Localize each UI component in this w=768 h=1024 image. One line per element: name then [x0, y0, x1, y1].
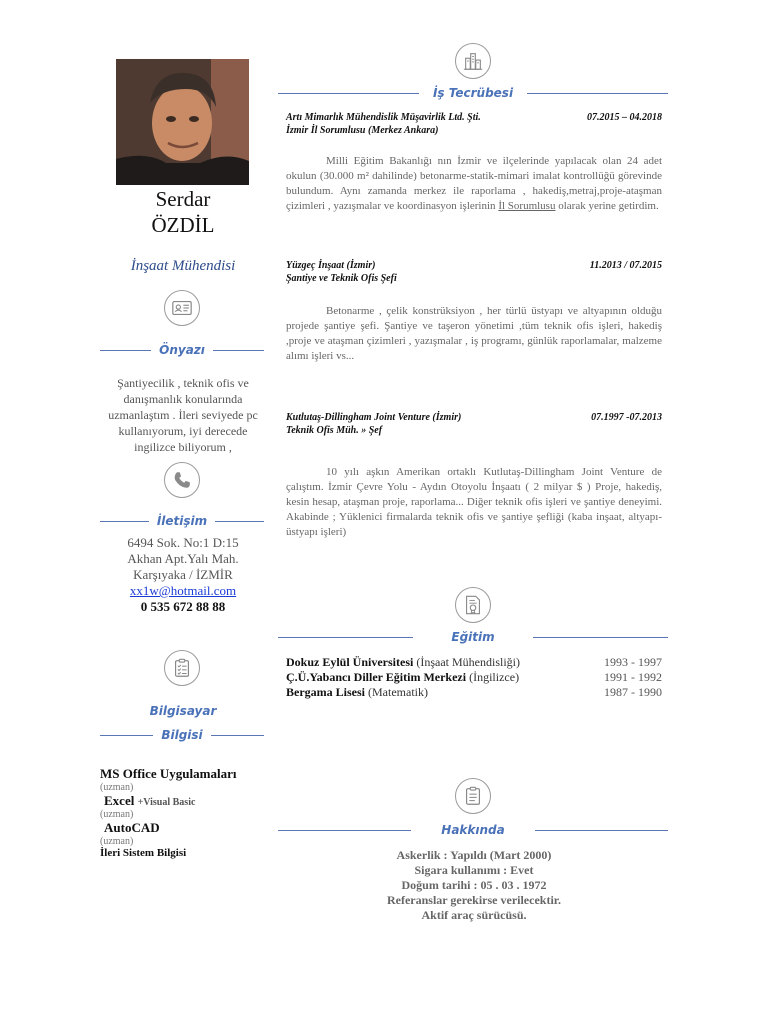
job-3-role: Teknik Ofis Müh. » Şef: [286, 425, 383, 436]
summary-text: Şantiyecilik , teknik ofis ve danışmanlık konularında uzmanlaştım . İleri seviyede pc kullanıyorum, iyi derecede ingilizce biliyorum ,: [108, 376, 258, 454]
education-heading: [278, 630, 668, 644]
about-military: Askerlik : Yapıldı (Mart 2000): [396, 848, 552, 862]
school-years: 1993 - 1997: [604, 655, 662, 669]
about-label: Hakkında: [441, 823, 505, 837]
skill-level: (uzman): [100, 782, 134, 793]
contact-block: [100, 535, 266, 615]
computer-label-1: Bilgisayar: [149, 704, 217, 718]
skill-level: (uzman): [100, 836, 134, 847]
about-block: [286, 848, 662, 923]
divider: [213, 350, 264, 351]
phone-number: 0 535 672 88 88: [140, 599, 226, 614]
education-list: [286, 655, 662, 700]
summary-label: Önyazı: [159, 343, 205, 357]
job-3-description: 10 yılı aşkın Amerikan ortaklı Kutlutaş-Dillingham Joint Venture de çalıştım. İzmir Çevre Yolu - Aydın Otoyolu İnşaatı ( 2 milyar $ ) Proje, hakediş, kesin hesap, ataşman proje, raporlama... Diğer teknik ofis işleri ve şantiye deneyimi. Akabinde ; Yüklenici firmalarda teknik ofis ve şantiye şefliği (kaba inşaat, altyapı-üstyapı işleri): [286, 466, 662, 538]
computer-heading-line1: [100, 702, 266, 720]
address-line-2: Akhan Apt.Yalı Mah.: [127, 551, 239, 566]
contact-label: İletişim: [156, 514, 208, 528]
job-1-dates: 07.2015 – 04.2018: [587, 112, 662, 123]
address-line-1: 6494 Sok. No:1 D:15: [127, 535, 239, 550]
job-1-desc-end: olarak yerine getirdim.: [558, 200, 659, 212]
divider: [278, 637, 413, 638]
job-1-desc-text: Milli Eğitim Bakanlığı nın İzmir ve ilçelerinde yapılacak olan 24 adet okulun (30.000 m² dahilinde) betonarme-statik-mimari imalat kontrollüğü görevinde bulundum. Aynı zamanda merkez ile raporlama , hakediş,metraj,proje-ataşman çizimleri , yazışmalar ve koordinasyon işlerinin: [286, 155, 662, 212]
job-1-description: [286, 154, 662, 214]
clipboard-icon: [164, 650, 200, 686]
divider: [278, 830, 411, 831]
experience-label: İş Tecrübesi: [432, 86, 514, 100]
job-title: İnşaat Mühendisi: [130, 258, 236, 274]
school-detail: (İnşaat Mühendisliği): [416, 655, 520, 669]
job-3-dates: 07.1997 -07.2013: [591, 412, 662, 423]
address-line-3: Karşıyaka / İZMİR: [133, 567, 233, 582]
email-link[interactable]: xx1w@hotmail.com: [129, 583, 237, 598]
buildings-icon: [455, 43, 491, 79]
divider: [100, 350, 151, 351]
school-name: Dokuz Eylül Üniversitesi: [286, 655, 414, 669]
skill-excel: Excel +Visual Basic: [104, 793, 196, 808]
divider: [215, 521, 264, 522]
certificate-icon: [455, 587, 491, 623]
job-3-company: Kutlutaş-Dillingham Joint Venture (İzmir): [286, 412, 462, 423]
job-1-header: [286, 111, 662, 137]
job-2-role: Şantiye ve Teknik Ofis Şefi: [286, 273, 397, 284]
computer-label-2: Bilgisi: [161, 728, 203, 742]
education-item: [286, 685, 662, 700]
skills-list: [100, 766, 270, 859]
school-name: Bergama Lisesi: [286, 685, 365, 699]
school-detail: (İngilizce): [469, 670, 520, 684]
first-name: Serdar: [155, 187, 211, 211]
profile-photo: [116, 59, 249, 185]
school-detail: (Matematik): [368, 685, 428, 699]
job-1-role: İzmir İl Sorumlusu (Merkez Ankara): [286, 125, 439, 136]
experience-heading: [278, 86, 668, 100]
computer-heading-line2: [100, 728, 264, 742]
job-2-header: [286, 259, 662, 285]
job-1-desc-underlined: İl Sorumlusu: [498, 200, 556, 212]
divider: [100, 735, 153, 736]
about-heading: [278, 823, 668, 837]
divider: [527, 93, 668, 94]
clipboard-icon: [455, 778, 491, 814]
skill-excel-extra: +Visual Basic: [137, 797, 196, 808]
job-3-header: [286, 411, 662, 437]
divider: [278, 93, 419, 94]
divider: [211, 735, 264, 736]
portrait-image: [116, 59, 249, 185]
education-item: [286, 670, 662, 685]
about-birthdate: Doğum tarihi : 05 . 03 . 1972: [401, 878, 547, 892]
school-years: 1987 - 1990: [604, 685, 662, 699]
summary-heading: [100, 343, 264, 357]
skill-autocad: AutoCAD: [104, 820, 160, 835]
phone-icon: [164, 462, 200, 498]
id-card-icon: [164, 290, 200, 326]
divider: [100, 521, 149, 522]
job-2-dates: 11.2013 / 07.2015: [589, 260, 662, 271]
school-years: 1991 - 1992: [604, 670, 662, 684]
divider: [533, 637, 668, 638]
last-name: ÖZDİL: [151, 213, 215, 237]
education-item: [286, 655, 662, 670]
job-2-company: Yüzgeç İnşaat (İzmir): [286, 260, 376, 271]
job-1-company: Artı Mimarlık Mühendislik Müşavirlik Ltd. Şti.: [286, 112, 481, 123]
job-2-description: Betonarme , çelik konstrüksiyon , her türlü üstyapı ve altyapının olduğu projede şantiye şefi. Şantiye ve taşeron yönetimi ,tüm teknik ofis işleri, hakediş ,proje ve ataşman çizimleri , yazışmalar , iş programı, günlük raporlamalar, malzeme alımı işleri vs...: [286, 305, 662, 362]
skill-ms-office: MS Office Uygulamaları: [100, 766, 237, 781]
about-smoking: Sigara kullanımı : Evet: [414, 863, 534, 877]
about-driver: Aktif araç sürücüsü.: [421, 908, 527, 922]
skill-level: (uzman): [100, 809, 134, 820]
school-name: Ç.Ü.Yabancı Diller Eğitim Merkezi: [286, 670, 467, 684]
divider: [535, 830, 668, 831]
contact-heading: [100, 514, 264, 528]
skill-systems: İleri Sistem Bilgisi: [100, 847, 187, 859]
education-label: Eğitim: [451, 630, 495, 644]
about-references: Referanslar gerekirse verilecektir.: [386, 893, 562, 907]
